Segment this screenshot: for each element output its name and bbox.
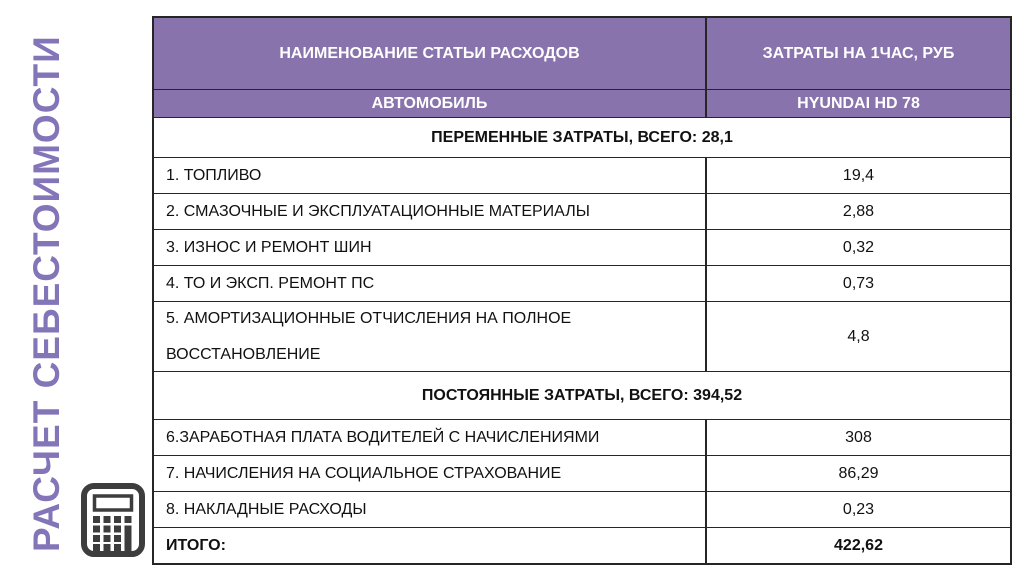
expense-label: 8. НАКЛАДНЫЕ РАСХОДЫ <box>154 492 707 527</box>
subheader-vehicle-model: HYUNDAI HD 78 <box>707 90 1010 117</box>
table-row <box>154 456 1010 492</box>
expense-label: 5. АМОРТИЗАЦИОННЫЕ ОТЧИСЛЕНИЯ НА ПОЛНОЕ ВОССТАНОВЛЕНИЕ <box>154 302 707 371</box>
total-label: ИТОГО: <box>154 528 707 563</box>
expense-value: 86,29 <box>838 464 879 482</box>
table-row <box>154 492 1010 528</box>
table-subheader-row <box>154 90 1010 118</box>
table-row <box>154 158 1010 194</box>
expense-value: 2,88 <box>842 202 875 220</box>
column-header-expense-name: НАИМЕНОВАНИЕ СТАТЬИ РАСХОДОВ <box>154 18 707 89</box>
table-row <box>154 194 1010 230</box>
total-row <box>154 528 1010 563</box>
expense-label: 4. ТО И ЭКСП. РЕМОНТ ПС <box>154 266 707 301</box>
expense-label: 7. НАЧИСЛЕНИЯ НА СОЦИАЛЬНОЕ СТРАХОВАНИЕ <box>154 456 707 491</box>
expense-label: 2. СМАЗОЧНЫЕ И ЭКСПЛУАТАЦИОННЫЕ МАТЕРИАЛЫ <box>154 194 707 229</box>
expense-value: 0,32 <box>842 238 875 256</box>
expense-value: 19,4 <box>842 166 875 184</box>
expense-label: 6.ЗАРАБОТНАЯ ПЛАТА ВОДИТЕЛЕЙ С НАЧИСЛЕНИЯМИ <box>154 420 707 455</box>
table-row <box>154 420 1010 456</box>
cost-table <box>152 16 1012 565</box>
section-header-label: ПОСТОЯННЫЕ ЗАТРАТЫ, ВСЕГО: 394,52 <box>421 386 743 404</box>
expense-value: 0,23 <box>842 500 875 518</box>
section-header-label: ПЕРЕМЕННЫЕ ЗАТРАТЫ, ВСЕГО: 28,1 <box>431 128 733 146</box>
calculator-icon <box>80 482 146 558</box>
expense-value: 0,73 <box>842 274 875 292</box>
expense-label: 1. ТОПЛИВО <box>154 158 707 193</box>
table-row <box>154 302 1010 372</box>
table-row <box>154 266 1010 302</box>
table-row <box>154 230 1010 266</box>
section-header-fixed-costs <box>154 372 1010 420</box>
section-header-variable-costs <box>154 118 1010 158</box>
subheader-vehicle-label: АВТОМОБИЛЬ <box>154 90 707 117</box>
total-value: 422,62 <box>834 536 883 554</box>
expense-label: 3. ИЗНОС И РЕМОНТ ШИН <box>154 230 707 265</box>
expense-value: 308 <box>845 428 872 446</box>
column-header-cost-per-hour: ЗАТРАТЫ НА 1ЧАС, РУБ <box>707 18 1010 89</box>
table-header-row <box>154 18 1010 90</box>
expense-value: 4,8 <box>847 327 870 345</box>
page-title: РАСЧЕТ СЕБЕСТОИМОСТИ <box>26 35 67 553</box>
